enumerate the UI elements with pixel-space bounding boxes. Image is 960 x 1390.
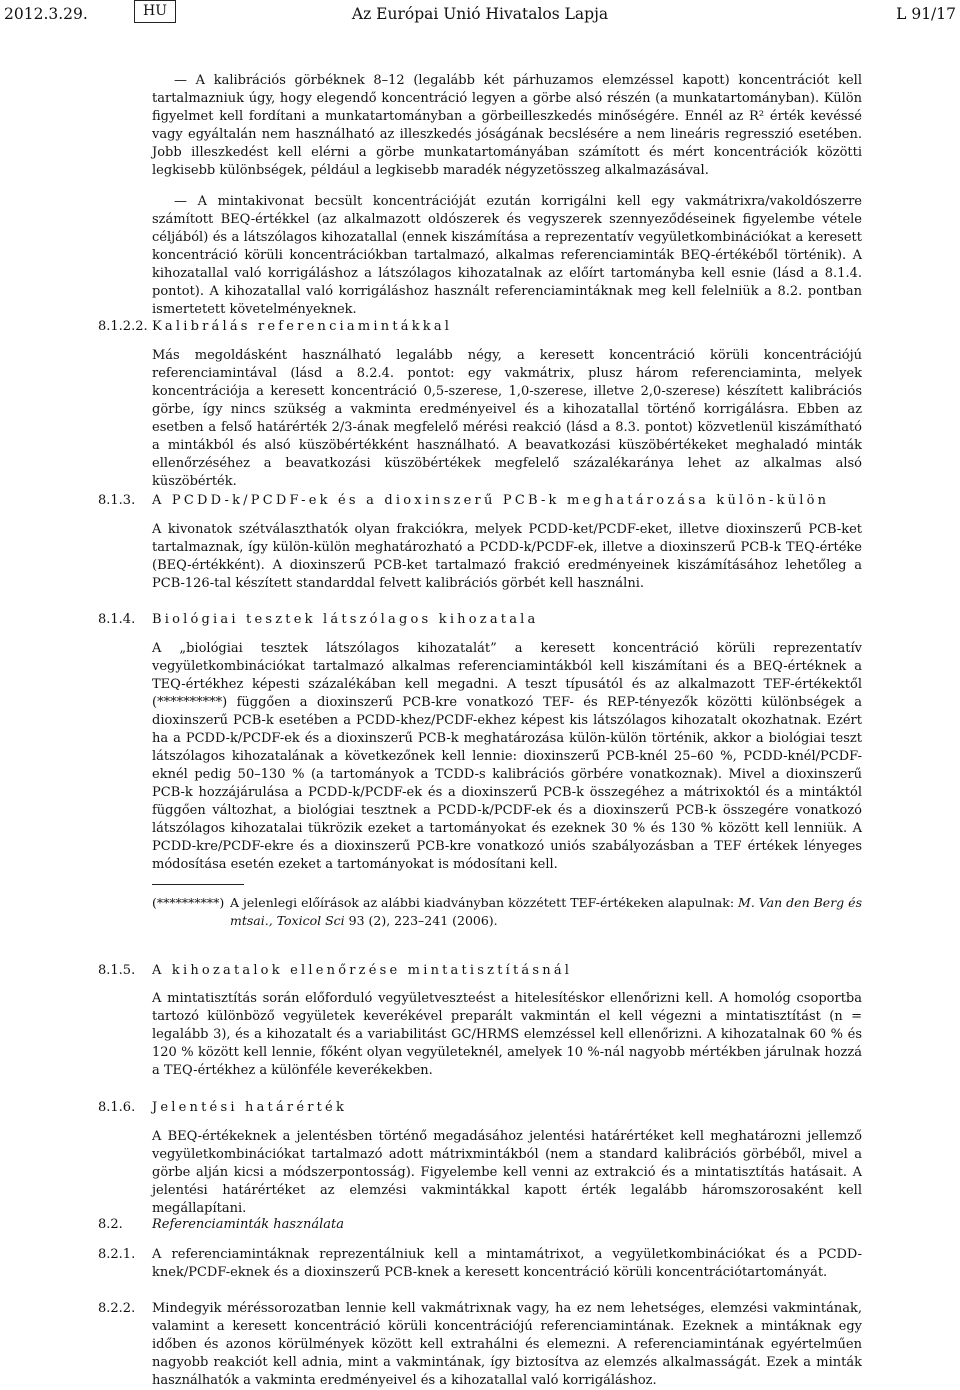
section-number-814: 8.1.4. [98,612,136,627]
section-title-816: Jelentési határérték [152,1100,348,1115]
section-text-816: A BEQ-értékeknek a jelentésben történő megadásához jelentési határértéket kell meghatározni jellemző vegyületkombinációkat tartalmazó adott mátrixmintákból (nem a standard kalibrációs görbéből, mivel a görbe alján kicsi a módszerpontosság). Figyelembe kell venni az extrakció és a mintatisztítás hatásait. A jelentési határértéket az elemzési vakmintákkal kapott érték legalább háromszorosaként kell megállapítani. [152,1129,862,1216]
dash-paragraph-correction: — A mintakivonat becsült koncentrációját ezután korrigálni kell egy vakmátrixra/vakoldószerre számított BEQ-értékkel (az alkalmazott oldószerek és vegyszerek szennyeződéseinek figyelembe vétele céljából) és a látszólagos kihozatallal (ennek kiszámítása a reprezentatív vegyületkombinációkat a keresett koncentráció körüli koncentrációkban tartalmazó, alkalmas referenciaminták BEQ-értékéből történik). A kihozatallal való korrigáláshoz a látszólagos kihozatalnak az előírt tartományba kell esnie (lásd a 8.1.4. pontot). A kihozatallal való korrigáláshoz használt referenciamintáknak meg kell felelniük a 8.2. pontban ismertetett követelményeknek. [152,194,862,317]
dash-paragraph-calibration: — A kalibrációs görbéknek 8–12 (legalább két párhuzamos elemzéssel kapott) koncentrációt kell tartalmazniuk úgy, hogy elegendő koncentráció legyen a görbe alsó részén (a munkatartományban). Külön figyelmet kell fordítani a munkatartományban a görbeilleszkedés minőségére. Ennél az R² érték kevéssé vagy egyáltalán nem használható az illeszkedés jóságának becslésére a nem lineáris regresszió esetében. Jobb illeszkedést kell elérni a görbe munkatartományában számított és mért koncentrációk közötti legkisebb különbségek, például a legkisebb maradék négyzetösszeg alkalmazásával. [152,73,862,178]
footnote-text-a: A jelenlegi előírások az alábbi kiadványban közzétett TEF-értékeken alapulnak: [230,895,739,910]
footnote-text-c: 93 (2), 223–241 (2006). [344,913,498,928]
section-number-822: 8.2.2. [98,1301,136,1316]
section-number-815: 8.1.5. [98,963,136,978]
journal-title: Az Európai Unió Hivatalos Lapja [351,5,609,23]
section-title-814: Biológiai tesztek látszólagos kihozatala [152,612,539,627]
section-number-816: 8.1.6. [98,1100,136,1115]
section-number-8122: 8.1.2.2. [98,319,148,334]
section-text-813: A kivonatok szétválaszthatók olyan frakciókra, melyek PCDD-ket/PCDF-eket, illetve dioxinszerű PCB-ket tartalmaznak, így külön-külön meghatározható a PCDD-k/PCDF-ek, illetve a dioxinszerű PCB-k TEQ-értéke (BEQ-értékként). A dioxinszerű PCB-ket tartalmazó frakció eredményeinek kiszámításához lehetőleg a PCB-126-tal készített standarddal felvett kalibrációs görbét kell használni. [152,522,862,591]
footnote-separator [152,884,244,885]
section-number-82: 8.2. [98,1217,123,1232]
footnote-mark: (**********) [152,895,225,910]
section-text-815: A mintatisztítás során előforduló vegyületveszteést a hitelesítéskor ellenőrizni kell. A homológ csoportba tartozó különböző vegyületek keverékével preparált vakmintán el kell végezni a mintatisztítást (n = legalább 3), és a kihozatalt és a variabilitást GC/HRMS elemzéssel kell ellenőrizni. A kihozatalnak 60 % és 120 % között kell lennie, főként olyan vegyületeknél, amelyek 10 %-nál nagyobb mértékben járulnak hozzá a TEQ-értékhez a különféle keverékekben. [152,991,862,1078]
section-title-8122: Kalibrálás referenciamintákkal [152,319,453,334]
header-date: 2012.3.29. [4,5,88,23]
section-title-815: A kihozatalok ellenőrzése mintatisztításnál [152,963,573,978]
section-number-813: 8.1.3. [98,493,136,508]
section-number-821: 8.2.1. [98,1247,136,1262]
footnote-text [230,894,862,930]
section-text-821: A referenciamintáknak reprezentálniuk kell a mintamátrixot, a vegyületkombinációkat és a PCDD-knek/PCDF-eknek és a dioxinszerű PCB-knek a keresett koncentráció körüli koncentrációtartományát. [152,1247,862,1280]
page-number: L 91/17 [896,5,956,23]
section-title-82: Referenciaminták használata [152,1217,344,1232]
section-text-822: Mindegyik méréssorozatban lennie kell vakmátrixnak vagy, ha ez nem lehetséges, elemzési vakmintának, valamint a keresett koncentráció körüli koncentrációjú referenciamintának. Ezeknek a mintáknak egy időben és azonos körülmények között kell extrahálni és elemezni. A referenciamintának egyértelműen nagyobb reakciót kell adnia, mint a vakmintának, így biztosítva az elemzés alkalmasságát. Ezek a minták használhatók a vakminta eredményeivel és a kihozatallal való korrigáláshoz. [152,1301,862,1388]
language-badge: HU [134,0,176,23]
section-text-8122: Más megoldásként használható legalább négy, a keresett koncentráció körüli koncentrációjú referenciamintával (lásd a 8.2.4. pontot: egy vakmátrix, plusz három referenciaminta, melyek koncentrációja a keresett koncentráció 0,5-szerese, 1,0-szerese, illetve 2,0-szerese) készített kalibrációs görbe, így nincs szükség a vakminta eredményeivel és a kihozatallal történő korrigálásra. Ebben az esetben a felső határérték 2/3-ának megfelelő mérési reakció (lásd a 8.3. pontot) közvetlenül kiszámítható a mintákból és alsó küszöbértékként használható. A beavatkozási küszöbértékeket meghaladó minták ellenőrzéséhez a beavatkozási küszöbértékek megfelelő százalékaránya lehet az alkalmas alsó küszöbérték. [152,348,862,489]
section-title-813: A PCDD-k/PCDF-ek és a dioxinszerű PCB-k meghatározása külön-külön [152,493,830,508]
page-header [0,0,960,30]
section-text-814: A „biológiai tesztek látszólagos kihozatalát” a keresett koncentráció körüli reprezentatív vegyületkombinációkat tartalmazó alkalmas referenciamintákból kell kiszámítani és a BEQ-értéknek a TEQ-értékhez képesti százalékában kell megadni. A teszt típusától és az alkalmazott TEF-értékektől (**********) függően a dioxinszerű PCB-kre vonatkozó TEF- és REP-tényezők közötti különbségek a dioxinszerű PCB-k esetében a PCDD-khez/PCDF-ekhez képest kis látszólagos kihozatalt okozhatnak. Ezért ha a PCDD-k/PCDF-ek és a dioxinszerű PCB-k meghatározása külön-külön történik, akkor a biológiai teszt látszólagos kihozatalának a következőnek kell lennie: dioxinszerű PCB-knél 25–60 %, PCDD-knél/PCDF-eknél pedig 50–130 % (a tartományok a TCDD-s kalibrációs görbére vonatkoznak). Mivel a dioxinszerű PCB-k hozzájárulása a PCDD-k/PCDF-ek és a dioxinszerű PCB-k összegéhez a mátrixoktól és a mintáktól függően változhat, a biológiai tesztnek a PCDD-k/PCDF-ek és a dioxinszerű PCB-k összegére vonatkozó látszólagos kihozatalai tükrözik ezeket a tartományokat és ezeknek 30 % és 130 % között kell lenniük. A PCDD-kre/PCDF-ekre és a dioxinszerű PCB-kre vonatkozó uniós szabályozásban a TEF értékek lényeges módosítása esetén ezeket a tartományokat is módosítani kell. [152,641,862,872]
footnote-citation: M. Van den Berg és mtsai., Toxicol Sci [230,895,862,928]
